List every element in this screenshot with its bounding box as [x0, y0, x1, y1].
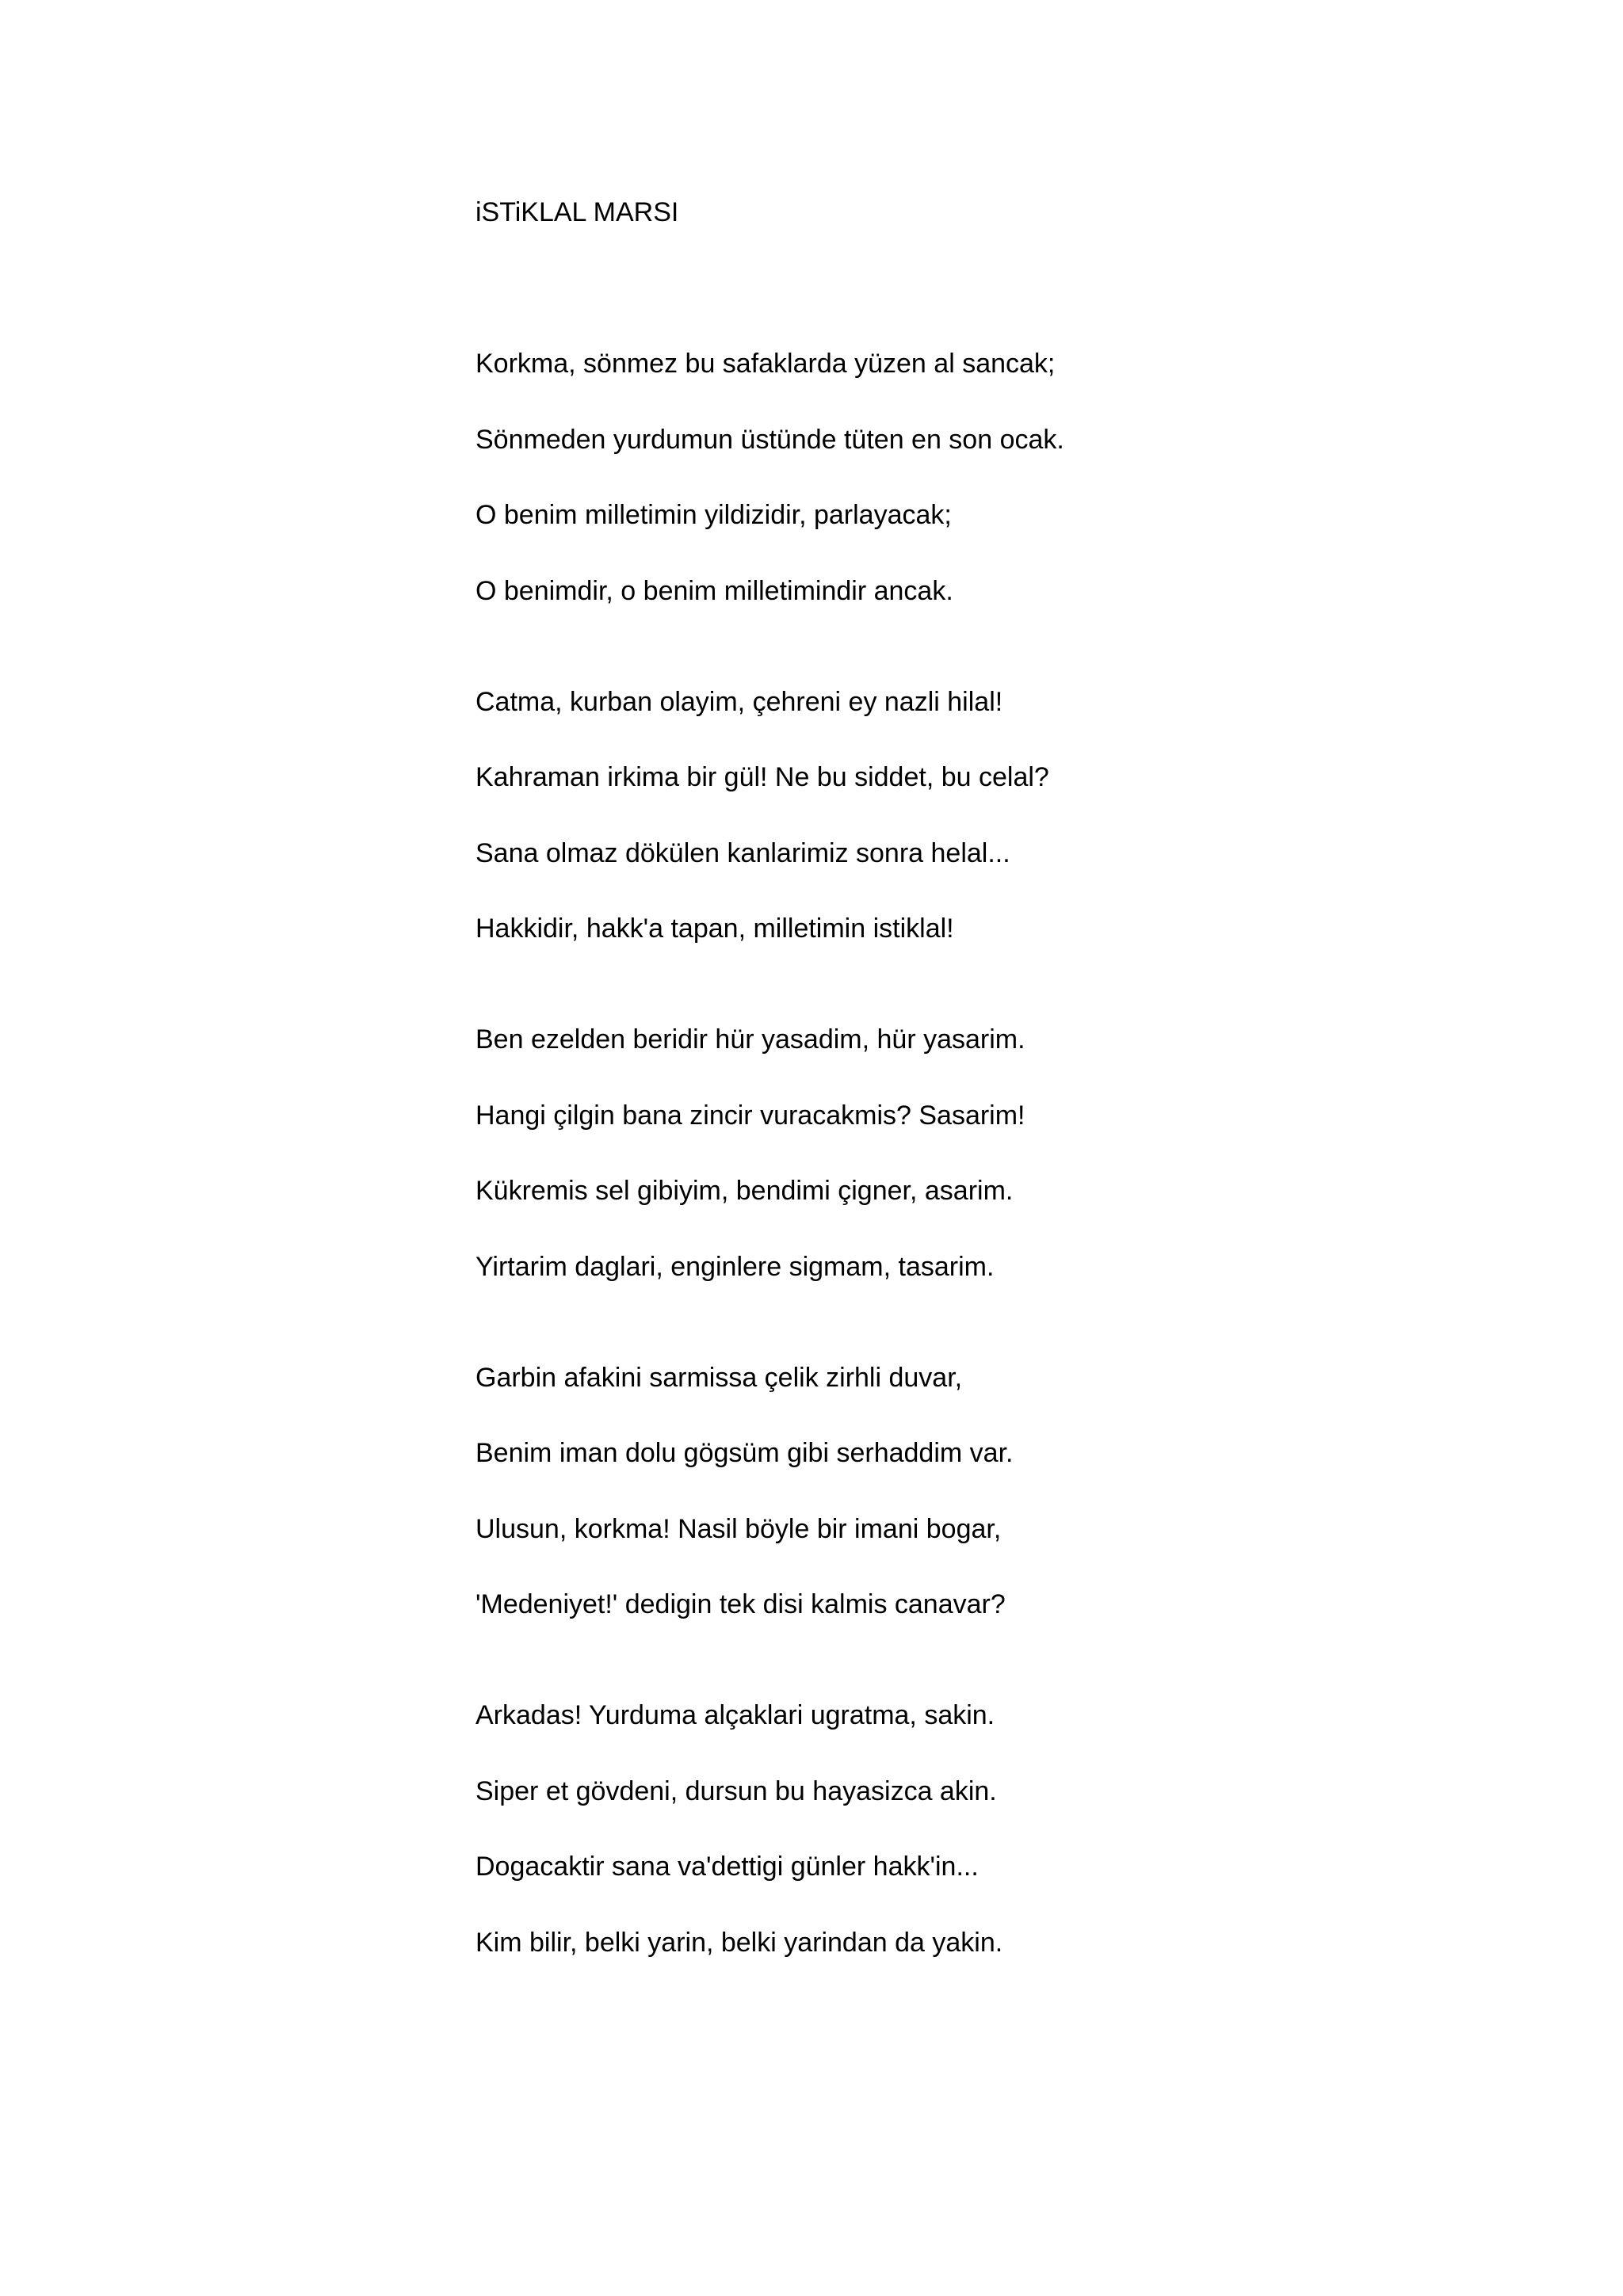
poem-line: O benimdir, o benim milletimindir ancak.	[475, 575, 953, 606]
poem-line: Sana olmaz dökülen kanlarimiz sonra helal...	[475, 837, 1010, 868]
poem-line: Hangi çilgin bana zincir vuracakmis? Sasarim!	[475, 1100, 1025, 1131]
poem-line: Dogacaktir sana va'dettigi günler hakk'in...	[475, 1852, 979, 1882]
poem-line: Hakkidir, hakk'a tapan, milletimin istiklal!	[475, 913, 954, 944]
poem-line: Sönmeden yurdumun üstünde tüten en son ocak.	[475, 424, 1064, 455]
poem-line: Catma, kurban olayim, çehreni ey nazli hilal!	[475, 686, 1003, 717]
poem-line: Siper et gövdeni, dursun bu hayasizca akin.	[475, 1775, 997, 1806]
poem-line: Kükremis sel gibiyim, bendimi çigner, asarim.	[475, 1176, 1014, 1206]
poem-line: Kim bilir, belki yarin, belki yarindan da yakin.	[475, 1927, 1003, 1958]
stanza-4	[475, 1360, 1506, 1623]
poem	[475, 346, 1506, 1961]
poem-line: Yirtarim daglari, enginlere sigmam, tasarim.	[475, 1251, 995, 1282]
poem-line: Garbin afakini sarmissa çelik zirhli duvar,	[475, 1362, 963, 1393]
poem-line: Ben ezelden beridir hür yasadim, hür yasarim.	[475, 1024, 1025, 1055]
stanza-5	[475, 1698, 1506, 1961]
poem-line: Arkadas! Yurduma alçaklari ugratma, sakin.	[475, 1700, 995, 1730]
poem-line: O benim milletimin yildizidir, parlayacak;	[475, 500, 952, 530]
stanza-1	[475, 346, 1506, 609]
poem-line: Korkma, sönmez bu safaklarda yüzen al sancak;	[475, 349, 1056, 379]
poem-line: Kahraman irkima bir gül! Ne bu siddet, bu celal?	[475, 762, 1049, 792]
document-body	[475, 195, 1506, 1961]
document-title: iSTiKLAL MARSI	[475, 197, 679, 227]
poem-line: 'Medeniyet!' dedigin tek disi kalmis canavar?	[475, 1589, 1006, 1619]
stanza-3	[475, 1022, 1506, 1285]
stanza-2	[475, 685, 1506, 948]
poem-line: Ulusun, korkma! Nasil böyle bir imani bogar,	[475, 1513, 1002, 1544]
poem-line: Benim iman dolu gögsüm gibi serhaddim var.	[475, 1438, 1014, 1468]
